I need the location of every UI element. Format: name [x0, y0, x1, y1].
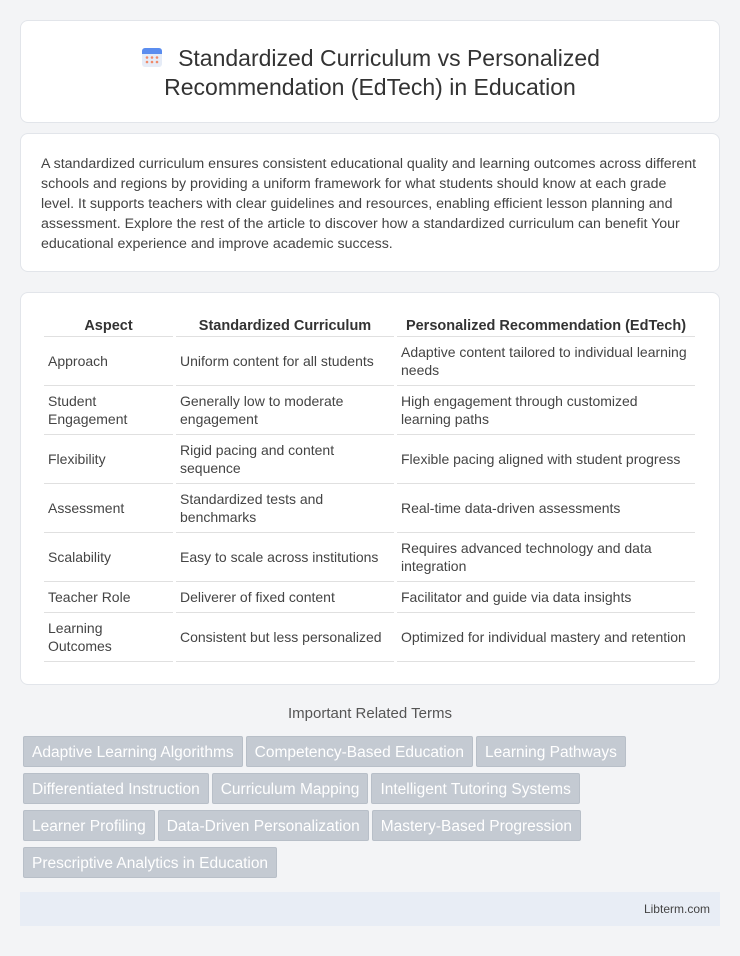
cell-aspect: Scalability: [44, 533, 173, 582]
header-personalized: Personalized Recommendation (EdTech): [397, 315, 695, 337]
title-card: [20, 20, 720, 123]
table-row: [44, 533, 695, 582]
cell-personalized: Real-time data-driven assessments: [397, 484, 695, 533]
cell-aspect: Student Engagement: [44, 386, 173, 435]
cell-aspect: Flexibility: [44, 435, 173, 484]
calendar-icon: [140, 45, 164, 69]
related-term-tag[interactable]: Data-Driven Personalization: [158, 810, 369, 841]
cell-standardized: Uniform content for all students: [176, 337, 394, 386]
page-title: [21, 44, 719, 102]
related-term-tag[interactable]: Learner Profiling: [23, 810, 155, 841]
table-header-row: [44, 315, 695, 337]
table-row: [44, 386, 695, 435]
cell-standardized: Standardized tests and benchmarks: [176, 484, 394, 533]
cell-personalized: High engagement through customized learning paths: [397, 386, 695, 435]
table-row: [44, 613, 695, 662]
cell-personalized: Facilitator and guide via data insights: [397, 582, 695, 613]
cell-aspect: Teacher Role: [44, 582, 173, 613]
related-term-tag[interactable]: Adaptive Learning Algorithms: [23, 736, 243, 767]
cell-aspect: Assessment: [44, 484, 173, 533]
related-term-tag[interactable]: Intelligent Tutoring Systems: [371, 773, 579, 804]
comparison-card: [20, 292, 720, 685]
comparison-table: [41, 315, 698, 662]
related-terms-title: Important Related Terms: [288, 705, 452, 722]
footer: [20, 892, 720, 926]
intro-paragraph: A standardized curriculum ensures consistent educational quality and learning outcomes across different schools and regions by providing a uniform framework for what students should know at each grade level. It supports teachers with clear guidelines and resources, enabling efficient lesson planning and assessment. Explore the rest of the article to discover how a standardized curriculum can benefit Your educational experience and improve academic success.: [41, 156, 697, 252]
table-row: [44, 582, 695, 613]
cell-personalized: Adaptive content tailored to individual learning needs: [397, 337, 695, 386]
related-term-tag[interactable]: Curriculum Mapping: [212, 773, 369, 804]
cell-personalized: Requires advanced technology and data integration: [397, 533, 695, 582]
related-term-tag[interactable]: Differentiated Instruction: [23, 773, 209, 804]
cell-standardized: Rigid pacing and content sequence: [176, 435, 394, 484]
table-row: [44, 435, 695, 484]
related-term-tag[interactable]: Mastery-Based Progression: [372, 810, 581, 841]
cell-personalized: Flexible pacing aligned with student progress: [397, 435, 695, 484]
related-term-tag[interactable]: Competency-Based Education: [246, 736, 473, 767]
related-term-tag[interactable]: Learning Pathways: [476, 736, 626, 767]
cell-personalized: Optimized for individual mastery and retention: [397, 613, 695, 662]
header-aspect: Aspect: [44, 315, 173, 337]
related-term-tag[interactable]: Prescriptive Analytics in Education: [23, 847, 277, 878]
header-standardized: Standardized Curriculum: [176, 315, 394, 337]
title-line-2: Recommendation (EdTech) in Education: [164, 74, 576, 100]
related-terms-list: [23, 736, 723, 884]
cell-aspect: Learning Outcomes: [44, 613, 173, 662]
cell-standardized: Deliverer of fixed content: [176, 582, 394, 613]
table-row: [44, 337, 695, 386]
intro-card: [20, 133, 720, 272]
cell-standardized: Consistent but less personalized: [176, 613, 394, 662]
table-row: [44, 484, 695, 533]
footer-site-link[interactable]: Libterm.com: [643, 902, 710, 916]
cell-aspect: Approach: [44, 337, 173, 386]
cell-standardized: Generally low to moderate engagement: [176, 386, 394, 435]
title-line-1: Standardized Curriculum vs Personalized: [178, 45, 600, 71]
cell-standardized: Easy to scale across institutions: [176, 533, 394, 582]
